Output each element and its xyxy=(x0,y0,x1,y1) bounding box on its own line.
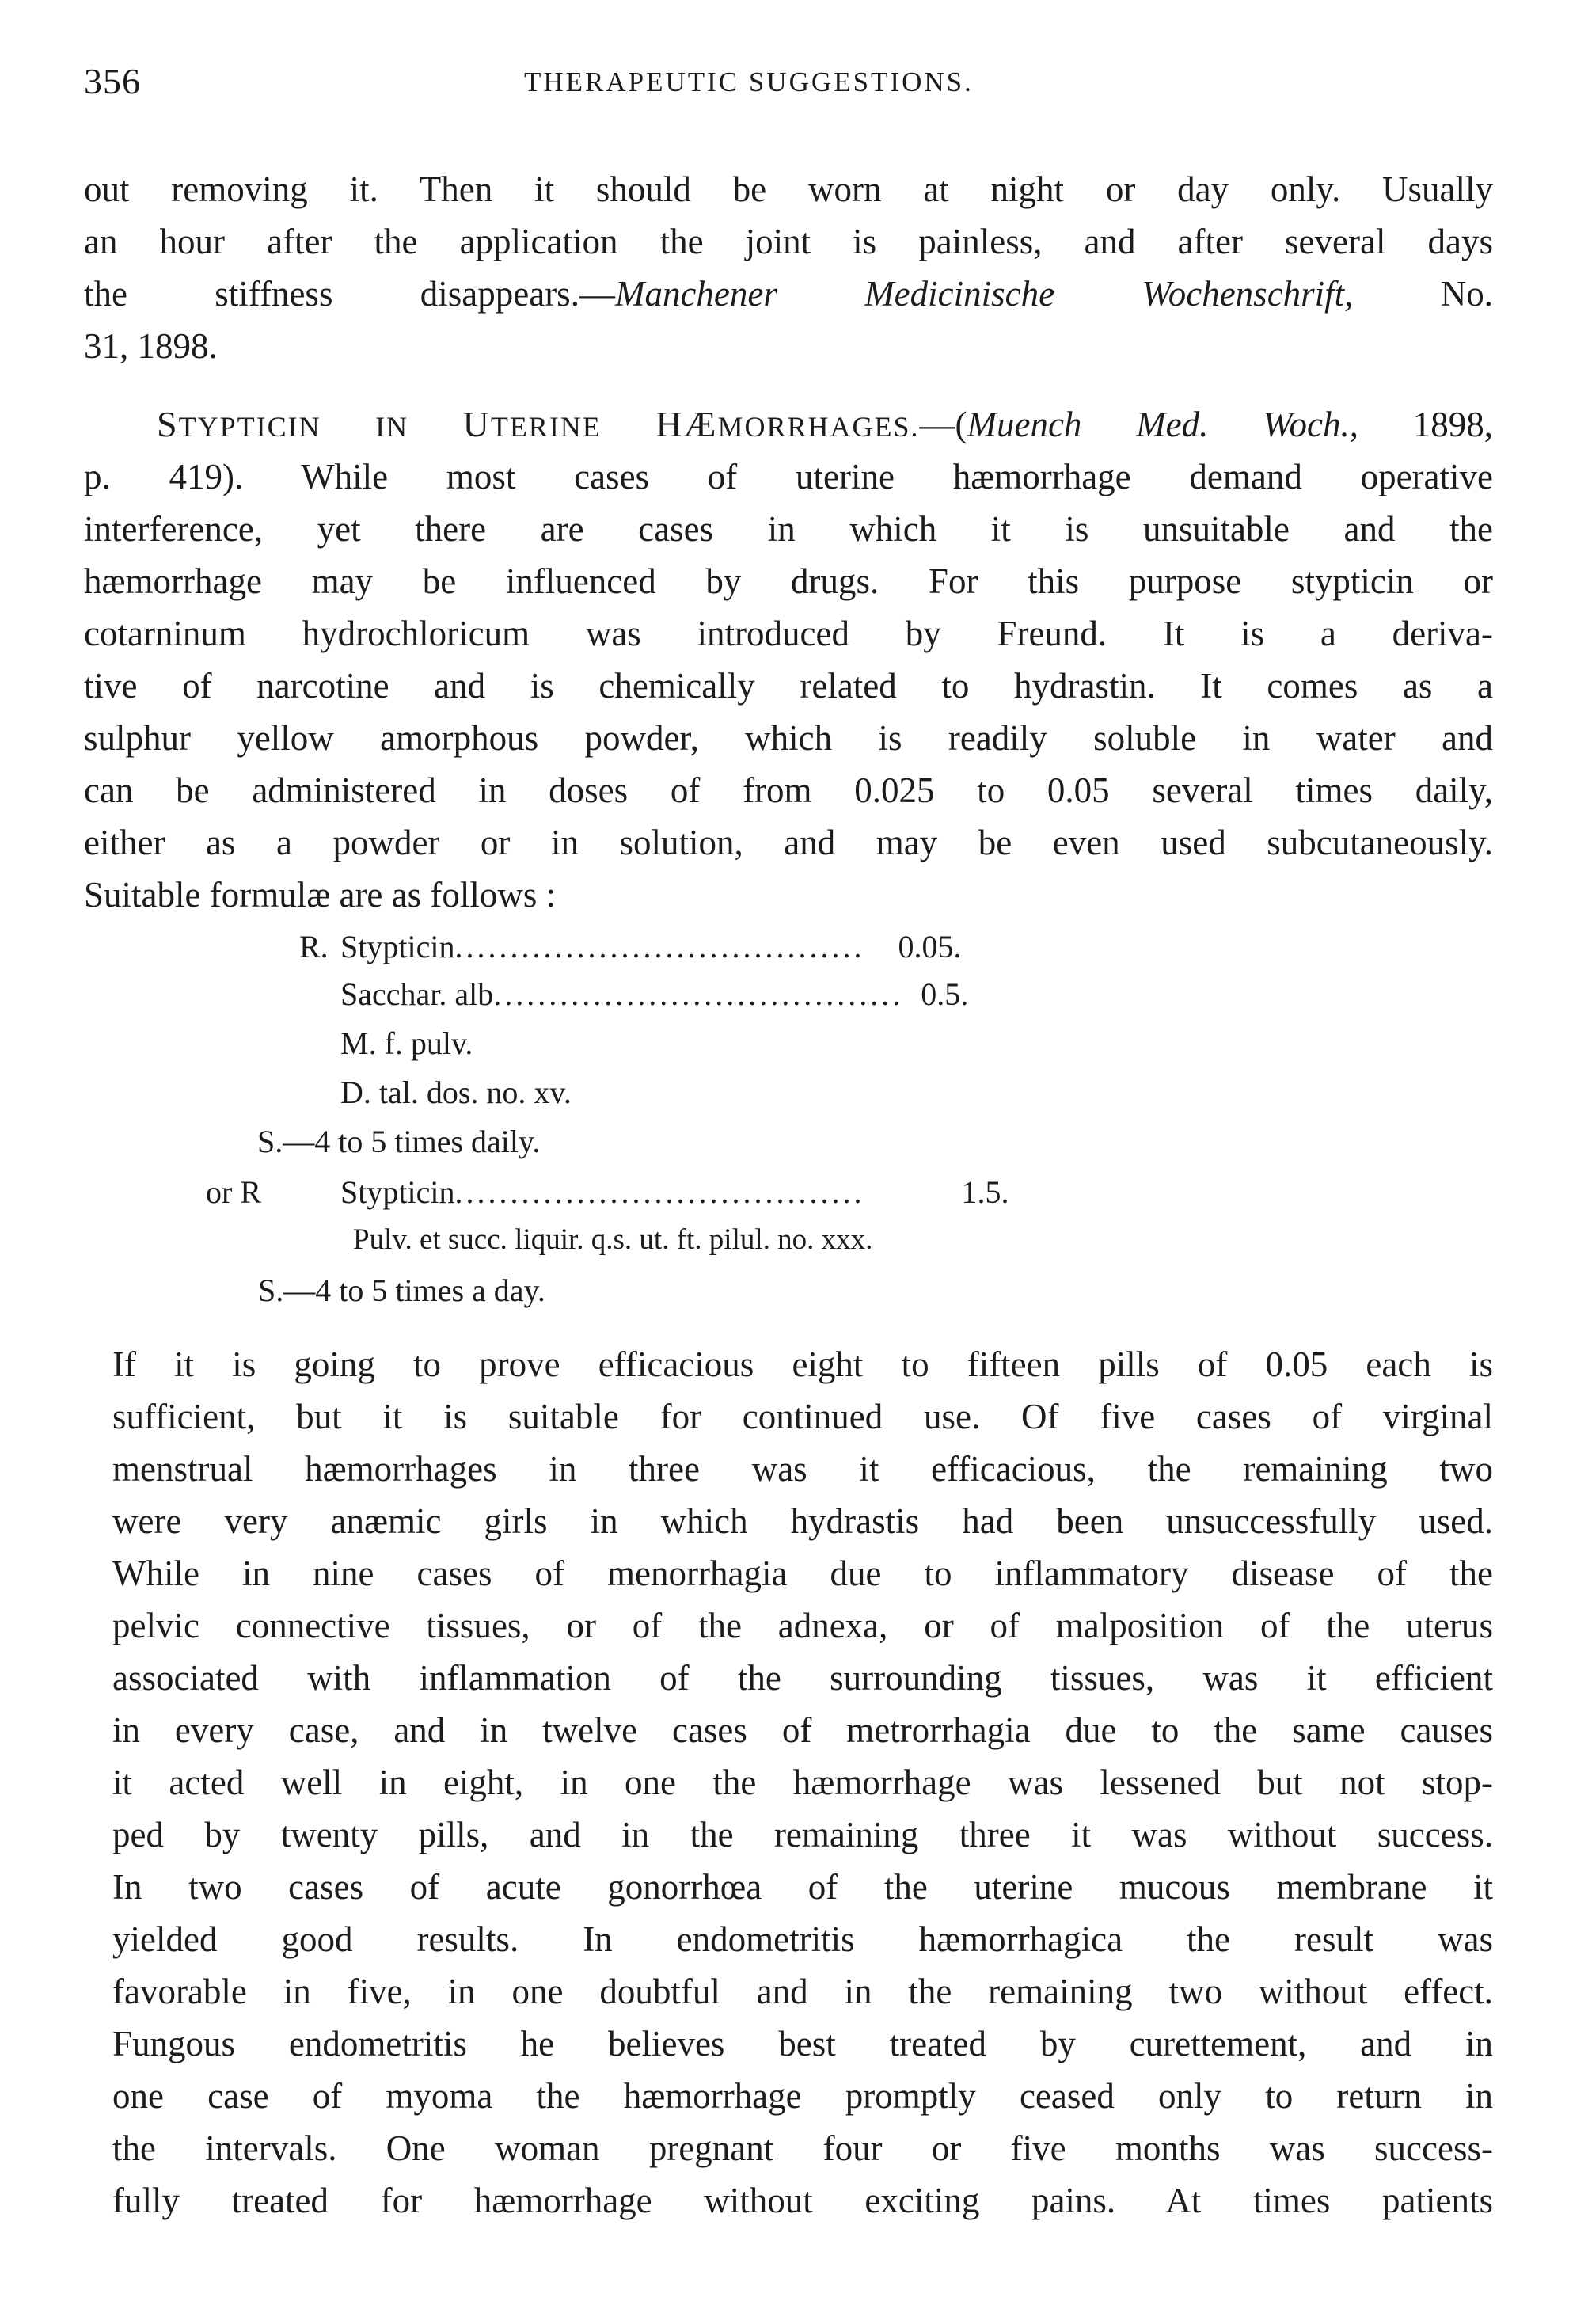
text-line: hæmorrhage may be influenced by drugs. For this purpose stypticin or xyxy=(84,561,1493,601)
citation-journal: Manchener Medicinische Wochenschrift, xyxy=(614,274,1354,314)
text-line: either as a powder or in solution, and may be even used subcutaneously. xyxy=(84,823,1493,862)
rx1-ingredient-1 xyxy=(340,928,961,976)
title-dash: —( xyxy=(919,405,967,444)
drug-name: Stypticin xyxy=(340,1174,455,1210)
text-line: fully treated for hæmorrhage without exciting pains. At times patients xyxy=(112,2181,1493,2220)
rx2-ingredient xyxy=(340,1173,1009,1221)
rx1-signature: S.—4 to 5 times daily. xyxy=(257,1124,541,1159)
text-line: menstrual hæmorrhages in three was it efficacious, the remaining two xyxy=(112,1449,1493,1489)
rx2-instruction: Pulv. et succ. liquir. q.s. ut. ft. pilul. no. xxx. xyxy=(353,1223,873,1256)
paragraph-results xyxy=(112,1338,1493,2227)
citation-number: No. xyxy=(1353,274,1493,314)
dot-leader: ..................................... xyxy=(493,976,904,1012)
text-line: p. 419). While most cases of uterine hæmorrhage demand operative xyxy=(84,457,1493,496)
paragraph-continuation xyxy=(84,163,1493,372)
text-line: associated with inflammation of the surrounding tissues, was it efficient xyxy=(112,1658,1493,1698)
dot-leader: ..................................... xyxy=(454,929,865,964)
drug-name: Stypticin xyxy=(340,929,455,964)
text-line: one case of myoma the hæmorrhage promptly ceased only to return in xyxy=(112,2076,1493,2116)
text-line: it acted well in eight, in one the hæmorrhage was lessened but not stop- xyxy=(112,1763,1493,1802)
text-line: While in nine cases of menorrhagia due to inflammatory disease of the xyxy=(112,1554,1493,1593)
text-line: cotarninum hydrochloricum was introduced by Freund. It is a deriva- xyxy=(84,614,1493,653)
text-line: can be administered in doses of from 0.025 to 0.05 several times daily, xyxy=(84,770,1493,810)
rx2-signature: S.—4 to 5 times a day. xyxy=(258,1272,545,1308)
text-line: the intervals. One woman pregnant four or five months was success- xyxy=(112,2128,1493,2168)
article-stypticin xyxy=(84,398,1493,921)
page-number: 356 xyxy=(84,61,141,101)
rx1-symbol: R. xyxy=(299,929,329,964)
drug-amount: 0.5. xyxy=(921,976,969,1012)
text-line: If it is going to prove efficacious eight to fifteen pills of 0.05 each is xyxy=(112,1345,1493,1384)
page-header xyxy=(0,60,1588,108)
text-line: tive of narcotine and is chemically related to hydrastin. It comes as a xyxy=(84,666,1493,706)
text-line: favorable in five, in one doubtful and in the remaining two without effect. xyxy=(112,1972,1493,2011)
dot-leader: ..................................... xyxy=(454,1174,865,1210)
rx1-instruction: M. f. pulv. xyxy=(340,1025,473,1061)
source-year: 1898, xyxy=(1358,405,1493,444)
text-line: Fungous endometritis he believes best treated by curettement, and in xyxy=(112,2024,1493,2063)
text-line: sulphur yellow amorphous powder, which is readily soluble in water and xyxy=(84,718,1493,758)
drug-name: Sacchar. alb xyxy=(340,976,494,1012)
text-line: Suitable formulæ are as follows : xyxy=(84,875,557,915)
rx1-instruction: D. tal. dos. no. xv. xyxy=(340,1075,572,1110)
text-line: were very anæmic girls in which hydrastis had been unsuccessfully used. xyxy=(112,1501,1493,1541)
drug-amount: 1.5. xyxy=(961,1174,1009,1210)
text-line xyxy=(84,268,1493,320)
text-line: In two cases of acute gonorrhœa of the uterine mucous membrane it xyxy=(112,1867,1493,1907)
source-journal: Muench Med. Woch., xyxy=(967,405,1358,444)
article-title: STYPTICIN IN UTERINE HÆMORRHAGES. xyxy=(157,404,920,444)
running-head: THERAPEUTIC SUGGESTIONS. xyxy=(524,67,974,97)
text-line: an hour after the application the joint is painless, and after several days xyxy=(84,222,1493,261)
text-line: pelvic connective tissues, or of the adnexa, or of malposition of the uterus xyxy=(112,1606,1493,1645)
text-line: in every case, and in twelve cases of metrorrhagia due to the same causes xyxy=(112,1710,1493,1750)
text-line: yielded good results. In endometritis hæmorrhagica the result was xyxy=(112,1919,1493,1959)
article-title-line xyxy=(84,398,1493,451)
text-line: 31, 1898. xyxy=(84,326,218,366)
text-line: interference, yet there are cases in which it is unsuitable and the xyxy=(84,509,1493,549)
rx2-symbol: or R xyxy=(206,1174,261,1210)
text-run: the stiffness disappears.— xyxy=(84,274,615,314)
drug-amount: 0.05. xyxy=(898,929,962,964)
text-line: ped by twenty pills, and in the remaining three it was without success. xyxy=(112,1815,1493,1854)
text-line: out removing it. Then it should be worn at night or day only. Usually xyxy=(84,169,1493,209)
rx1-ingredient-2 xyxy=(340,976,968,1023)
text-line: sufficient, but it is suitable for continued use. Of five cases of virginal xyxy=(112,1397,1493,1436)
